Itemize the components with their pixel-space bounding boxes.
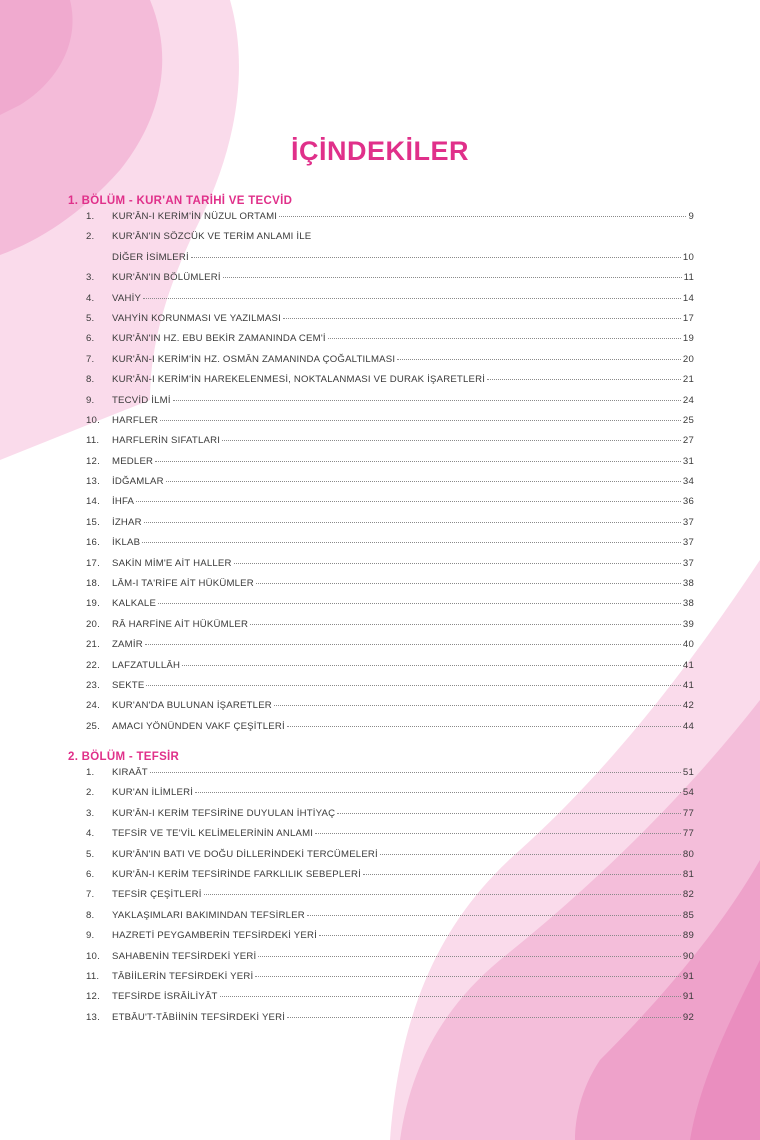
toc-entry — [86, 476, 694, 496]
toc-entry-title: HARFLERİN SIFATLARI — [112, 435, 221, 447]
dot-leader — [287, 725, 681, 727]
dot-leader — [487, 378, 681, 380]
toc-entry — [86, 971, 694, 991]
toc-entry-title: TEFSİRDE İSRÂİLİYÂT — [112, 991, 218, 1003]
toc-entry — [86, 639, 694, 659]
toc-entry — [86, 578, 694, 598]
toc-entry — [86, 849, 694, 869]
toc-entry-title: DİĞER İSİMLERİ — [112, 251, 189, 263]
dot-leader — [191, 256, 681, 258]
toc-entry-number: 16. — [86, 537, 100, 549]
toc-entry-title: KUR'ÂN-I KERİM'İN NÜZUL ORTAMI — [112, 211, 278, 222]
toc-entry — [86, 660, 694, 680]
toc-entry-title: TEFSİR VE TE'VİL KELİMELERİNİN ANLAMI — [112, 828, 314, 840]
toc-entry-title: RÂ HARFİNE AİT HÜKÜMLER — [112, 618, 249, 630]
toc-entry-number: 10. — [86, 950, 100, 962]
toc-entry-number: 7. — [86, 889, 95, 901]
toc-entry-page-number: 90 — [682, 950, 694, 962]
toc-entry — [86, 767, 694, 787]
toc-entry-page-number: 25 — [682, 414, 694, 426]
dot-leader — [143, 297, 681, 299]
toc-entry-title: ZAMİR — [112, 639, 143, 651]
toc-entry-title: TECVİD İLMİ — [112, 394, 171, 406]
page-title: İÇİNDEKİLER — [290, 136, 469, 166]
toc-entry-page-number: 41 — [682, 679, 694, 691]
toc-entry-title: İZHAR — [112, 516, 142, 528]
toc-entry-number: 18. — [86, 578, 100, 590]
dot-leader — [150, 771, 681, 773]
toc-entry-number: 17. — [86, 557, 100, 569]
dot-leader — [307, 914, 681, 916]
toc-entry-title: HAZRETİ PEYGAMBERİN TEFSİRDEKİ YERİ — [112, 930, 317, 942]
toc-entry-page-number: 14 — [682, 292, 694, 304]
dot-leader — [142, 541, 681, 543]
toc-entry-title: YAKLAŞIMLARI BAKIMINDAN TEFSİRLER — [112, 909, 305, 921]
toc-entry-title: İHFA — [112, 496, 135, 508]
toc-entry-page-number: 11 — [683, 272, 694, 284]
toc-entry — [86, 598, 694, 618]
toc-entry-number: 8. — [86, 374, 95, 386]
dot-leader — [222, 439, 681, 441]
toc-entry-title: MEDLER — [112, 455, 154, 467]
dot-leader — [328, 337, 681, 339]
toc-entry — [86, 252, 694, 272]
toc-entry — [86, 889, 694, 909]
toc-entry-page-number: 37 — [682, 516, 694, 528]
dot-leader — [146, 684, 680, 686]
toc-entry-number: 2. — [86, 231, 95, 243]
toc-entry-number: 22. — [86, 659, 100, 671]
toc-entry-number: 3. — [86, 272, 95, 284]
toc-entry-number: 3. — [86, 807, 95, 819]
dot-leader — [315, 832, 681, 834]
toc-list-section-1 — [86, 211, 694, 741]
toc-entry-number: 12. — [86, 455, 100, 467]
toc-entry — [86, 395, 694, 415]
toc-entry-number: 5. — [86, 312, 95, 324]
toc-entry-page-number: 37 — [682, 537, 694, 549]
dot-leader — [223, 276, 682, 278]
toc-entry — [86, 869, 694, 889]
toc-entry-number: 20. — [86, 618, 100, 630]
toc-entry-title: KUR'ÂN-I KERİM'İN HZ. OSMÂN ZAMANINDA ÇOĞALTILMASI — [112, 353, 396, 365]
dot-leader — [283, 317, 681, 319]
toc-entry — [86, 231, 694, 251]
toc-entry-title: KUR'AN İLİMLERİ — [112, 787, 194, 799]
toc-entry — [86, 558, 694, 578]
toc-entry-title: HARFLER — [112, 414, 159, 426]
dot-leader — [258, 955, 681, 957]
toc-entry-page-number: 40 — [682, 639, 694, 651]
toc-entry-title: TEFSİR ÇEŞİTLERİ — [112, 889, 202, 901]
toc-entry-number: 9. — [86, 930, 95, 942]
toc-entry-number: 1. — [86, 211, 95, 222]
toc-entry-title: AMACI YÖNÜNDEN VAKF ÇEŞİTLERİ — [112, 720, 285, 732]
dot-leader — [255, 975, 681, 977]
toc-entry-page-number: 21 — [682, 374, 694, 386]
dot-leader — [145, 643, 681, 645]
toc-entry-page-number: 54 — [682, 787, 694, 799]
toc-entry — [86, 333, 694, 353]
dot-leader — [220, 995, 681, 997]
toc-entry-page-number: 37 — [682, 557, 694, 569]
toc-entry-page-number: 89 — [682, 930, 694, 942]
toc-entry-number: 8. — [86, 909, 95, 921]
dot-leader — [256, 582, 681, 584]
toc-entry-number: 12. — [86, 991, 100, 1003]
toc-entry-page-number: 10 — [682, 251, 694, 263]
toc-entry-page-number: 77 — [682, 807, 694, 819]
toc-entry-page-number: 41 — [682, 659, 694, 671]
section-header-1: 1. BÖLÜM - KUR'AN TARİHİ VE TECVİD — [68, 195, 293, 207]
toc-entry-page-number: 44 — [682, 720, 694, 732]
toc-entry-number: 13. — [86, 476, 100, 488]
toc-entry — [86, 517, 694, 537]
toc-entry-page-number: 9 — [688, 211, 694, 222]
toc-entry — [86, 537, 694, 557]
toc-entry-title: KUR'ÂN'IN SÖZCÜK VE TERİM ANLAMI İLE — [112, 231, 312, 243]
toc-entry-title: İDĞAMLAR — [112, 476, 164, 488]
toc-entry-page-number: 42 — [682, 700, 694, 712]
toc-entry-number: 21. — [86, 639, 100, 651]
toc-entry-page-number: 82 — [682, 889, 694, 901]
toc-entry-number: 4. — [86, 828, 95, 840]
toc-entry-title: SAKİN MİM'E AİT HALLER — [112, 557, 232, 569]
toc-entry-number: 23. — [86, 679, 100, 691]
toc-entry-title: KUR'ÂN'IN HZ. EBU BEKİR ZAMANINDA CEM'İ — [112, 333, 326, 345]
dot-leader — [363, 873, 681, 875]
toc-entry — [86, 787, 694, 807]
toc-entry-page-number: 20 — [682, 353, 694, 365]
toc-entry-number: 6. — [86, 333, 95, 345]
toc-entry — [86, 721, 694, 741]
dot-leader — [274, 704, 681, 706]
toc-entry — [86, 374, 694, 394]
toc-entry-number: 6. — [86, 868, 95, 880]
toc-entry-number: 13. — [86, 1011, 100, 1023]
toc-entry — [86, 313, 694, 333]
toc-entry-title: SAHABENİN TEFSİRDEKİ YERİ — [112, 950, 257, 962]
toc-entry — [86, 211, 694, 231]
toc-entry-number: 10. — [86, 414, 100, 426]
toc-entry-page-number: 81 — [682, 868, 694, 880]
dot-leader — [287, 1016, 681, 1018]
toc-entry — [86, 910, 694, 930]
toc-entry — [86, 930, 694, 950]
dot-leader — [155, 460, 681, 462]
toc-entry-title: ETBÂU'T-TÂBİİNİN TEFSİRDEKİ YERİ — [112, 1011, 286, 1023]
toc-entry-number: 14. — [86, 496, 100, 508]
toc-entry — [86, 991, 694, 1011]
toc-entry-title: TÂBİİLERİN TEFSİRDEKİ YERİ — [112, 970, 254, 982]
toc-entry — [86, 415, 694, 435]
dot-leader — [234, 562, 681, 564]
dot-leader — [204, 893, 681, 895]
toc-entry — [86, 1012, 694, 1032]
toc-entry-page-number: 38 — [682, 598, 694, 610]
toc-entry-title: KUR'AN'DA BULUNAN İŞARETLER — [112, 700, 272, 712]
toc-entry-title: VAHİY — [112, 292, 142, 304]
dot-leader — [319, 934, 681, 936]
toc-entry — [86, 496, 694, 516]
toc-entry-page-number: 51 — [682, 767, 694, 778]
toc-entry-title: LÂM-I TA'RİFE AİT HÜKÜMLER — [112, 578, 254, 590]
toc-entry-title: KUR'ÂN-I KERİM TEFSİRİNE DUYULAN İHTİYAÇ — [112, 807, 336, 819]
toc-entry-title: VAHYİN KORUNMASI VE YAZILMASI — [112, 312, 281, 324]
toc-entry-title: LAFZATULLÂH — [112, 659, 181, 671]
toc-entry-page-number: 85 — [682, 909, 694, 921]
dot-leader — [166, 480, 681, 482]
toc-entry-number: 19. — [86, 598, 100, 610]
toc-entry-page-number: 38 — [682, 578, 694, 590]
toc-entry — [86, 808, 694, 828]
toc-entry — [86, 680, 694, 700]
toc-entry-page-number: 80 — [682, 848, 694, 860]
dot-leader — [250, 623, 681, 625]
toc-entry-page-number: 34 — [682, 476, 694, 488]
dot-leader — [397, 358, 681, 360]
toc-entry-number: 11. — [86, 435, 100, 447]
toc-entry-page-number: 92 — [682, 1011, 694, 1023]
toc-entry-page-number: 39 — [682, 618, 694, 630]
toc-entry — [86, 293, 694, 313]
toc-entry-number: 25. — [86, 720, 100, 732]
toc-entry-title: İKLAB — [112, 537, 141, 549]
toc-entry-page-number: 36 — [682, 496, 694, 508]
toc-entry-number: 11. — [86, 970, 100, 982]
dot-leader — [279, 215, 686, 217]
toc-entry-title: KIRAÂT — [112, 767, 148, 778]
toc-entry-page-number: 77 — [682, 828, 694, 840]
toc-entry-page-number: 17 — [682, 312, 694, 324]
toc-entry-number: 24. — [86, 700, 100, 712]
toc-entry — [86, 435, 694, 455]
section-header-2: 2. BÖLÜM - TEFSİR — [68, 751, 180, 763]
toc-entry-number: 2. — [86, 787, 95, 799]
toc-entry-number: 15. — [86, 516, 100, 528]
toc-list-section-2 — [86, 767, 694, 1032]
toc-entry — [86, 828, 694, 848]
toc-entry-title: KUR'ÂN-I KERİM TEFSİRİNDE FARKLILIK SEBEPLERİ — [112, 868, 361, 880]
toc-entry-page-number: 27 — [682, 435, 694, 447]
toc-entry-title: KUR'ÂN-I KERİM'İN HAREKELENMESİ, NOKTALANMASI VE DURAK İŞARETLERİ — [112, 374, 486, 386]
toc-entry-title: KUR'ÂN'IN BÖLÜMLERİ — [112, 272, 221, 284]
dot-leader — [160, 419, 681, 421]
dot-leader — [158, 602, 681, 604]
toc-entry-title: KALKALE — [112, 598, 157, 610]
dot-leader — [380, 853, 681, 855]
dot-leader — [136, 500, 681, 502]
toc-entry-number: 7. — [86, 353, 95, 365]
toc-entry-page-number: 91 — [682, 970, 694, 982]
dot-leader — [182, 664, 681, 666]
dot-leader — [173, 399, 681, 401]
toc-entry-page-number: 24 — [682, 394, 694, 406]
toc-entry — [86, 700, 694, 720]
dot-leader — [195, 791, 681, 793]
toc-entry-title: SEKTE — [112, 679, 145, 691]
toc-entry — [86, 354, 694, 374]
toc-entry — [86, 456, 694, 476]
toc-entry — [86, 272, 694, 292]
toc-entry-number: 9. — [86, 394, 95, 406]
toc-entry — [86, 951, 694, 971]
dot-leader — [144, 521, 681, 523]
toc-entry — [86, 619, 694, 639]
toc-entry-page-number: 91 — [682, 991, 694, 1003]
toc-entry-number: 1. — [86, 767, 95, 778]
dot-leader — [337, 812, 681, 814]
toc-entry-number: 5. — [86, 848, 95, 860]
toc-entry-page-number: 19 — [682, 333, 694, 345]
toc-entry-number: 4. — [86, 292, 95, 304]
toc-entry-title: KUR'ÂN'IN BATI VE DOĞU DİLLERİNDEKİ TERCÜMELERİ — [112, 848, 378, 860]
toc-entry-page-number: 31 — [682, 455, 694, 467]
